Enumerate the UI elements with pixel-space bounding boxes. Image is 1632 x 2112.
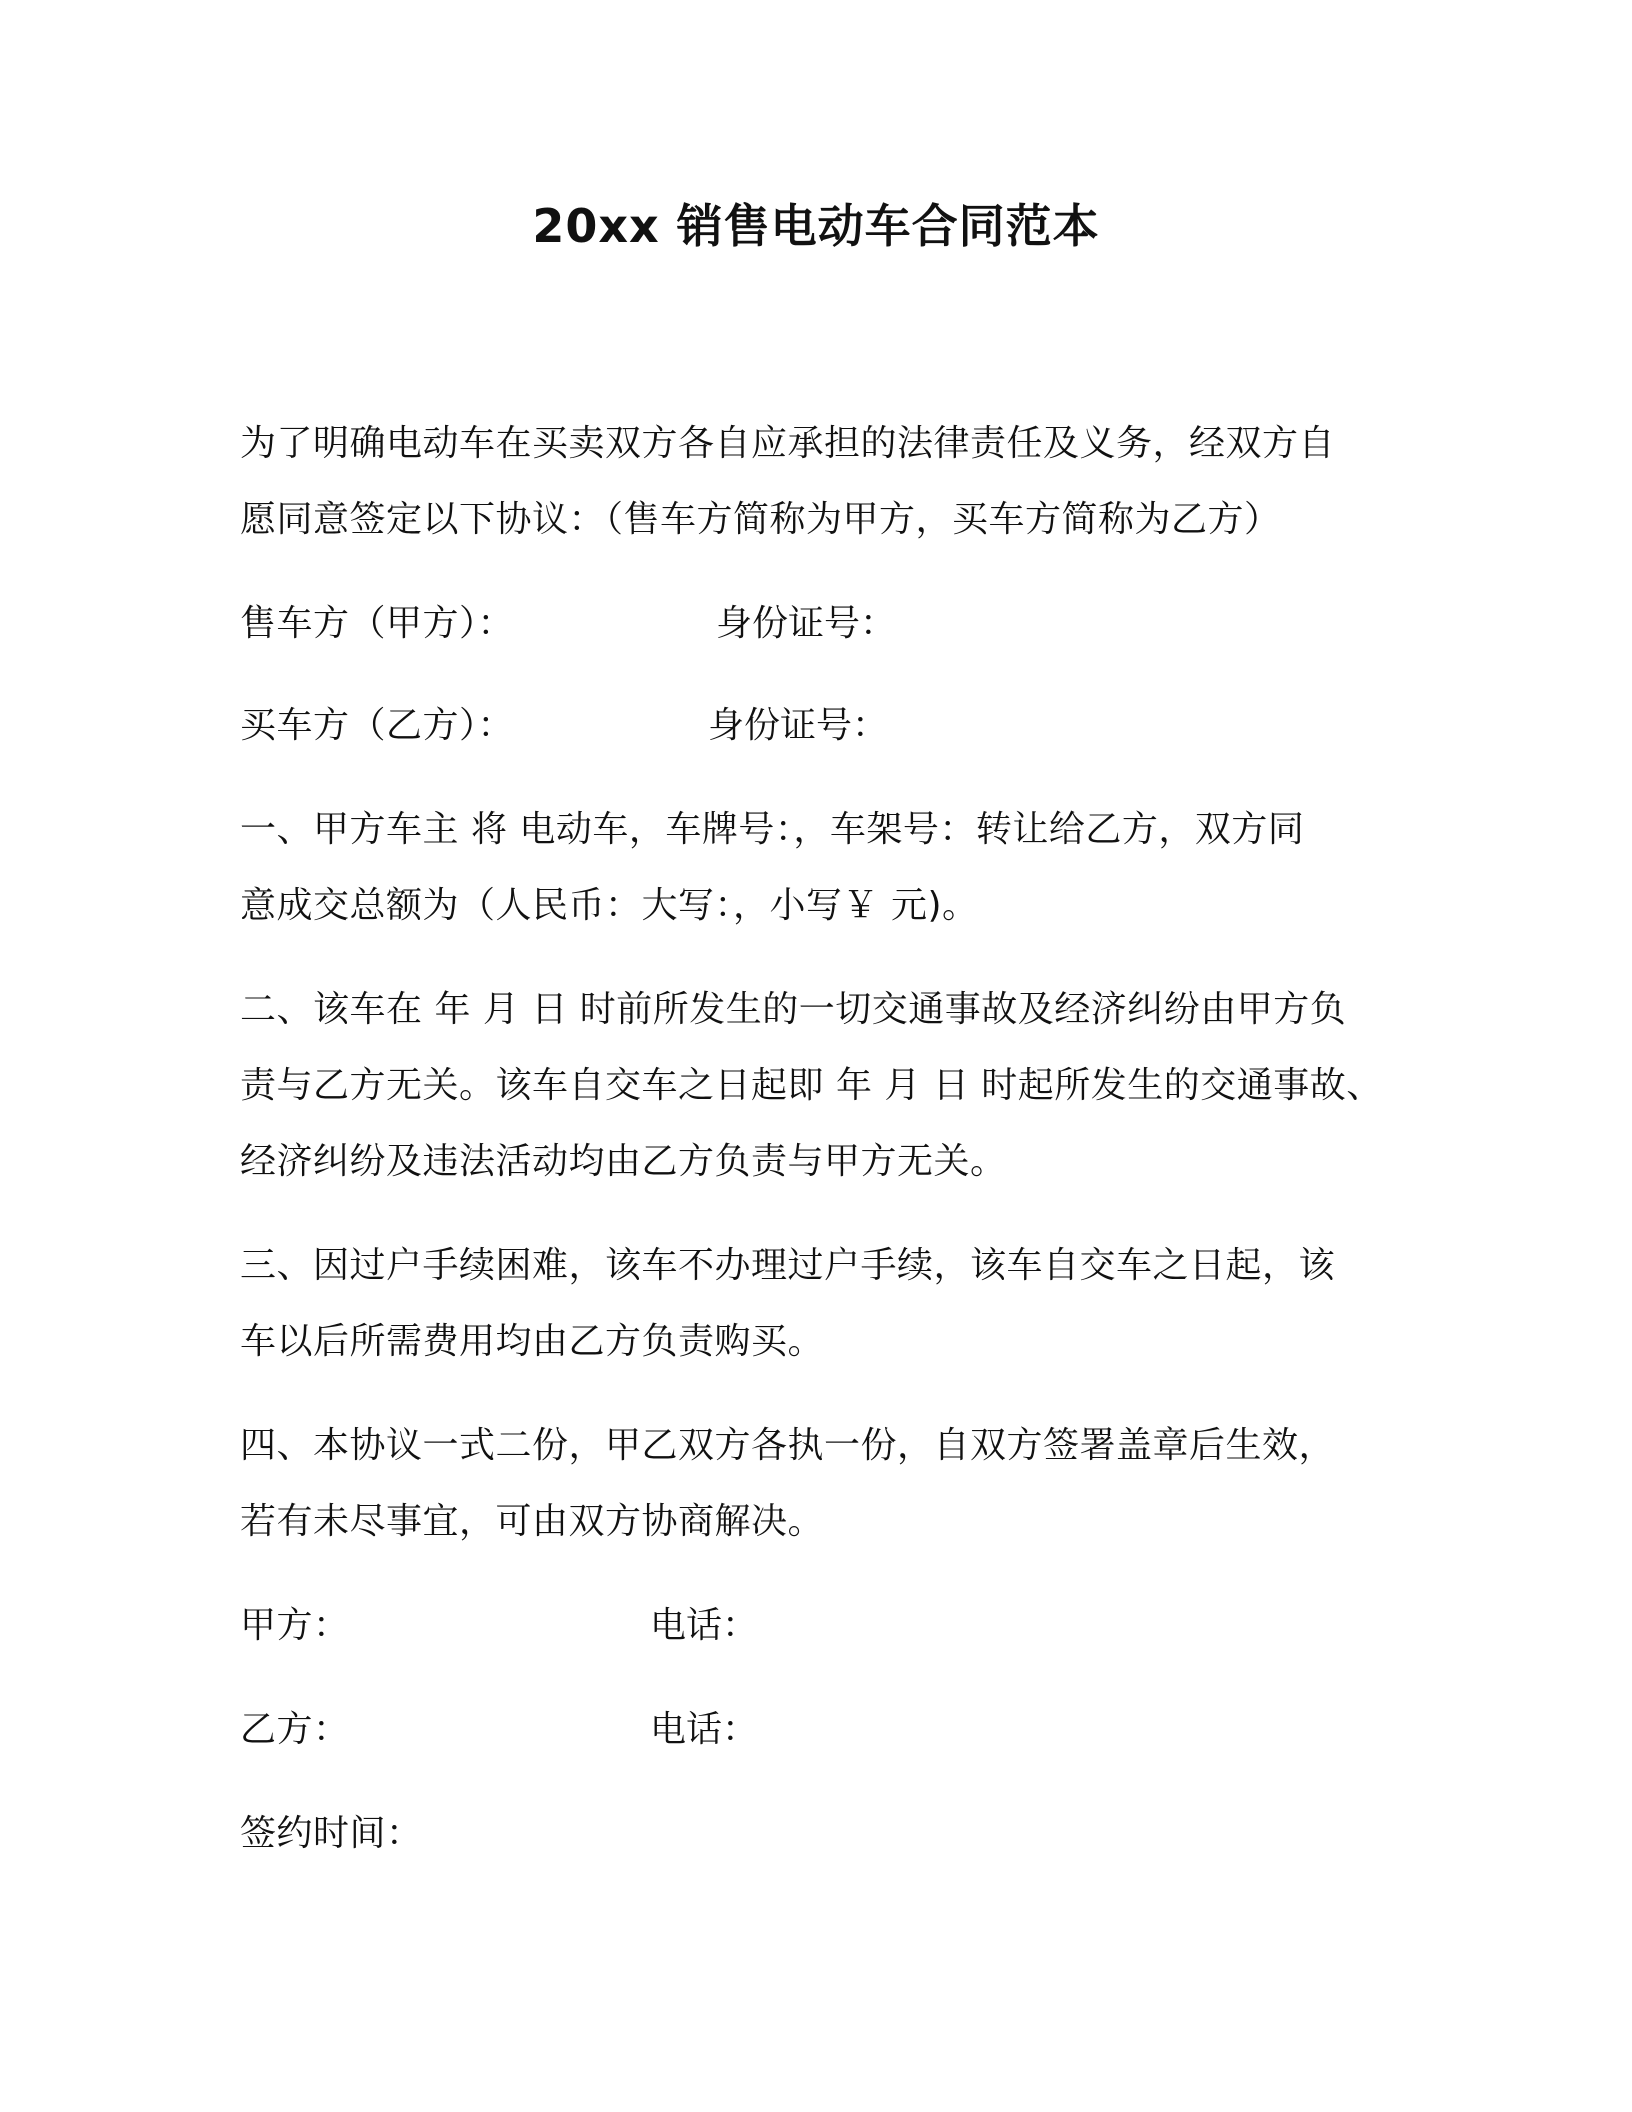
party-b-phone-label: 电话： bbox=[650, 1709, 759, 1750]
clause-2-line-3: 经济纠纷及违法活动均由乙方负责与甲方无关。 bbox=[240, 1141, 1007, 1182]
clause-3-line-1: 三、因过户手续困难，该车不办理过户手续，该车自交车之日起，该 bbox=[240, 1245, 1336, 1286]
clause-1-line-1: 一、甲方车主 将 电动车，车牌号：，车架号：转让给乙方，双方同 bbox=[240, 809, 1305, 850]
clause-4-line-2: 若有未尽事宜，可由双方协商解决。 bbox=[240, 1501, 825, 1542]
seller-id-label: 身份证号： bbox=[716, 603, 897, 644]
clause-1-line-2: 意成交总额为（人民币：大写：，小写￥ 元)。 bbox=[240, 885, 979, 926]
clause-2-line-1: 二、该车在 年 月 日 时前所发生的一切交通事故及经济纠纷由甲方负 bbox=[240, 989, 1347, 1030]
party-a-label: 甲方： bbox=[240, 1605, 350, 1646]
buyer-label: 买车方（乙方）： bbox=[240, 705, 515, 746]
sign-date-label: 签约时间： bbox=[240, 1813, 423, 1854]
clause-4-line-1: 四、本协议一式二份，甲乙双方各执一份，自双方签署盖章后生效， bbox=[240, 1425, 1336, 1466]
party-b-label: 乙方： bbox=[240, 1709, 350, 1750]
buyer-id-label: 身份证号： bbox=[708, 705, 889, 746]
intro-line-1: 为了明确电动车在买卖双方各自应承担的法律责任及义务，经双方自 bbox=[240, 423, 1336, 464]
party-a-phone-label: 电话： bbox=[650, 1605, 759, 1646]
clause-3-line-2: 车以后所需费用均由乙方负责购买。 bbox=[240, 1321, 825, 1362]
document-title: 20xx 销售电动车合同范本 bbox=[532, 199, 1100, 253]
clause-2-line-2: 责与乙方无关。该车自交车之日起即 年 月 日 时起所发生的交通事故、 bbox=[240, 1065, 1383, 1106]
intro-line-2: 愿同意签定以下协议：（售车方简称为甲方，买车方简称为乙方） bbox=[240, 499, 1281, 540]
seller-label: 售车方（甲方）： bbox=[240, 603, 515, 644]
